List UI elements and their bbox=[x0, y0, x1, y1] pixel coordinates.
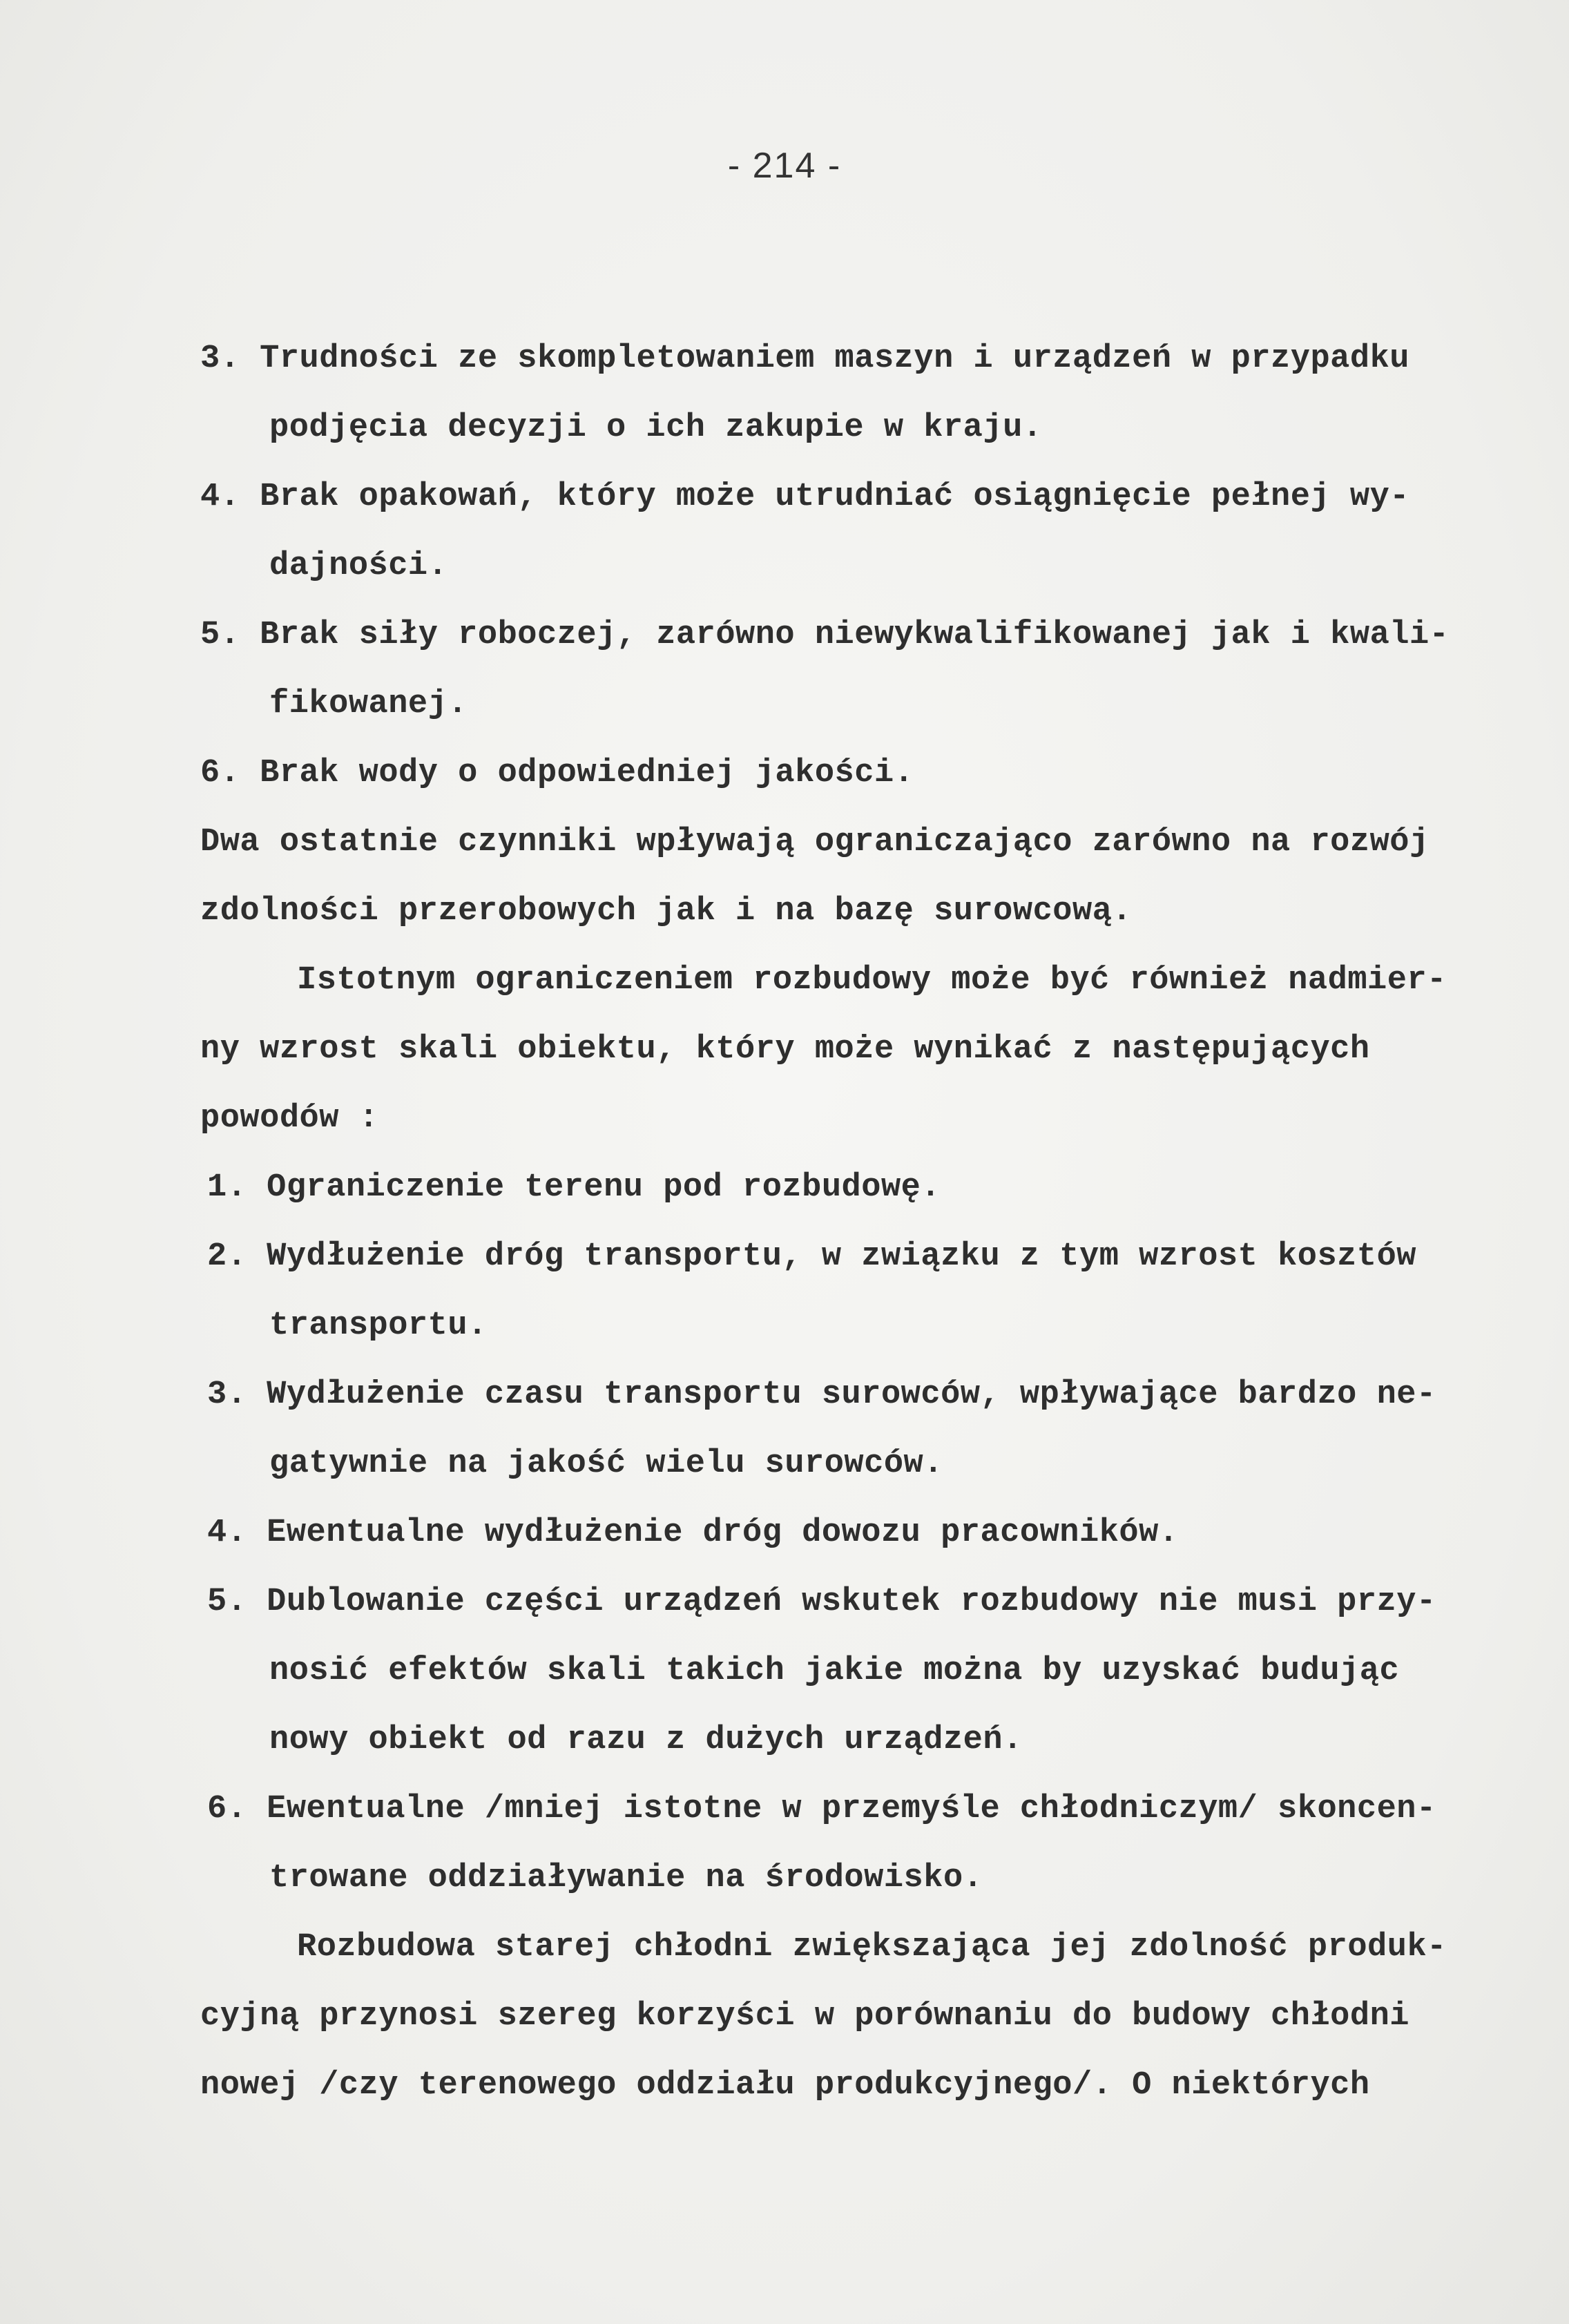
text-line: powodów : bbox=[200, 1100, 379, 1137]
text-line: 4. Ewentualne wydłużenie dróg dowozu pracowników. bbox=[207, 1515, 1179, 1551]
text-line: 3. Wydłużenie czasu transportu surowców, wpływające bardzo ne- bbox=[207, 1376, 1436, 1413]
text-line: 3. Trudności ze skompletowaniem maszyn i urządzeń w przypadku bbox=[200, 340, 1409, 377]
text-line: Dwa ostatnie czynniki wpływają ograniczająco zarówno na rozwój bbox=[200, 824, 1430, 861]
text-line: cyjną przynosi szereg korzyści w porównaniu do budowy chłodni bbox=[200, 1998, 1409, 2035]
text-line: gatywnie na jakość wielu surowców. bbox=[269, 1446, 943, 1482]
page-number: - 214 - bbox=[727, 146, 842, 186]
text-line: nosić efektów skali takich jakie można by uzyskać budując bbox=[269, 1653, 1400, 1689]
text-line: transportu. bbox=[269, 1307, 488, 1344]
body-text bbox=[200, 325, 1533, 2120]
text-line: 4. Brak opakowań, który może utrudniać osiągnięcie pełnej wy- bbox=[200, 479, 1409, 515]
text-line: nowy obiekt od razu z dużych urządzeń. bbox=[269, 1722, 1023, 1758]
text-line: 1. Ograniczenie terenu pod rozbudowę. bbox=[207, 1169, 941, 1206]
text-line: Istotnym ograniczeniem rozbudowy może być również nadmier- bbox=[297, 962, 1447, 999]
text-line: dajności. bbox=[269, 548, 448, 584]
text-line: nowej /czy terenowego oddziału produkcyjnego/. O niektórych bbox=[200, 2067, 1370, 2104]
text-line: ny wzrost skali obiektu, który może wynikać z następujących bbox=[200, 1031, 1370, 1068]
text-line: 2. Wydłużenie dróg transportu, w związku z tym wzrost kosztów bbox=[207, 1238, 1416, 1275]
text-line: 5. Dublowanie części urządzeń wskutek rozbudowy nie musi przy- bbox=[207, 1584, 1436, 1620]
text-line: trowane oddziaływanie na środowisko. bbox=[269, 1860, 983, 1896]
text-line: Rozbudowa starej chłodni zwiększająca jej zdolność produk- bbox=[297, 1929, 1447, 1966]
text-line: 6. Brak wody o odpowiedniej jakości. bbox=[200, 755, 914, 791]
text-line: 6. Ewentualne /mniej istotne w przemyśle chłodniczym/ skoncen- bbox=[207, 1791, 1436, 1827]
text-line: zdolności przerobowych jak i na bazę surowcową. bbox=[200, 893, 1133, 930]
text-line: fikowanej. bbox=[269, 686, 468, 722]
text-line: 5. Brak siły roboczej, zarówno niewykwalifikowanej jak i kwali- bbox=[200, 617, 1450, 653]
text-line: podjęcia decyzji o ich zakupie w kraju. bbox=[269, 410, 1043, 446]
